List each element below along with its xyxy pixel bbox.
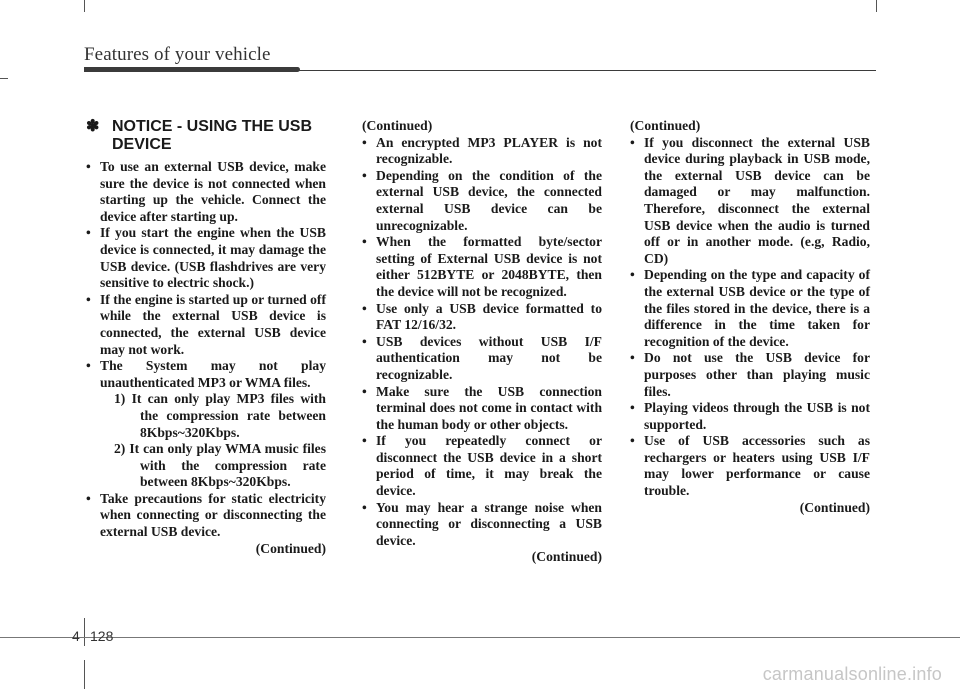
list-item: • You may hear a strange noise when connecting or disconnecting a USB device. — [362, 499, 602, 548]
notice-title: NOTICE - USING THE USB DEVICE — [112, 118, 313, 153]
crop-mark — [0, 78, 8, 79]
bullet-list — [86, 159, 326, 541]
watermark-text: carmanualsonline.info — [762, 664, 942, 684]
list-item: • An encrypted MP3 PLAYER is not recognizable. — [362, 134, 602, 167]
crop-mark — [876, 0, 877, 12]
bullet-list — [362, 135, 602, 550]
list-item: • The System may not play unauthenticated MP3 or WMA files. 1) It can only play MP3 files with the compression rate between 8Kbps~320Kbps. 2) It can only play WMA music files with the compression rate between 8Kbps~320Kbps. — [86, 358, 326, 490]
list-item: • USB devices without USB I/F authentication may not be recognizable. — [362, 333, 602, 382]
list-item: • Make sure the USB connection terminal does not come in contact with the human body or other objects. — [362, 383, 602, 432]
list-item: • If you repeatedly connect or disconnect the USB device in a short period of time, it may break the device. — [362, 433, 602, 499]
sub-list-item: 1) It can only play MP3 files with the compression rate between 8Kbps~320Kbps. — [114, 391, 326, 440]
continued-label: (Continued) — [255, 540, 326, 556]
section-title: Features of your vehicle — [84, 44, 271, 65]
sub-list — [100, 391, 326, 491]
bullet-list — [630, 135, 870, 500]
text-column-2 — [362, 118, 602, 566]
crop-mark — [84, 0, 85, 12]
page-number: 128 — [90, 628, 114, 644]
notice-icon: ✽ — [86, 118, 100, 135]
notice-heading — [86, 118, 326, 154]
list-item: • If you start the engine when the USB device is connected, it may damage the USB device. (USB flashdrives are very sensitive to electric shock.) — [86, 225, 326, 291]
list-item: • Playing videos through the USB is not supported. — [630, 400, 870, 432]
list-item: • If you disconnect the external USB device during playback in USB mode, the external USB device can be damaged or may malfunction. Therefore, disconnect the external USB device when the audio is turned off or in another mode. (e.g, Radio, CD) — [630, 134, 870, 266]
list-item: • Depending on the type and capacity of the external USB device or the type of the files stored in the device, there is a difference in the time taken for recognition of the device. — [630, 267, 870, 349]
header-rule-thick — [84, 67, 300, 72]
list-item: • Do not use the USB device for purposes other than playing music files. — [630, 350, 870, 399]
footer-rule — [0, 637, 960, 638]
list-item: • When the formatted byte/sector setting of External USB device is not either 512BYTE or 2048BYTE, then the device will not be recognized. — [362, 234, 602, 299]
list-item: • If the engine is started up or turned off while the external USB device is connected, the external USB device may not work. — [86, 291, 326, 357]
text-column-1 — [86, 118, 326, 557]
continued-heading: (Continued) — [362, 118, 433, 133]
list-item: • To use an external USB device, make sure the device is not connected when starting up the vehicle. Connect the device after starting up. — [86, 159, 326, 224]
text-column-3 — [630, 118, 870, 516]
continued-label: (Continued) — [531, 549, 602, 565]
list-item: • Use of USB accessories such as rechargers or heaters using USB I/F may lower performance or cause trouble. — [630, 433, 870, 499]
header-rule-thin — [296, 70, 876, 71]
list-item: • Depending on the condition of the external USB device, the connected external USB device can be unrecognizable. — [362, 167, 602, 233]
sub-list-item: 2) It can only play WMA music files with the compression rate between 8Kbps~320Kbps. — [114, 441, 326, 490]
page-number-divider — [84, 618, 85, 646]
list-item: • Use only a USB device formatted to FAT 12/16/32. — [362, 300, 602, 333]
continued-label: (Continued) — [799, 499, 870, 515]
continued-heading: (Continued) — [630, 118, 701, 133]
list-item: • Take precautions for static electricity when connecting or disconnecting the external USB device. — [86, 490, 326, 540]
chapter-number: 4 — [72, 628, 80, 644]
crop-mark — [84, 660, 85, 689]
